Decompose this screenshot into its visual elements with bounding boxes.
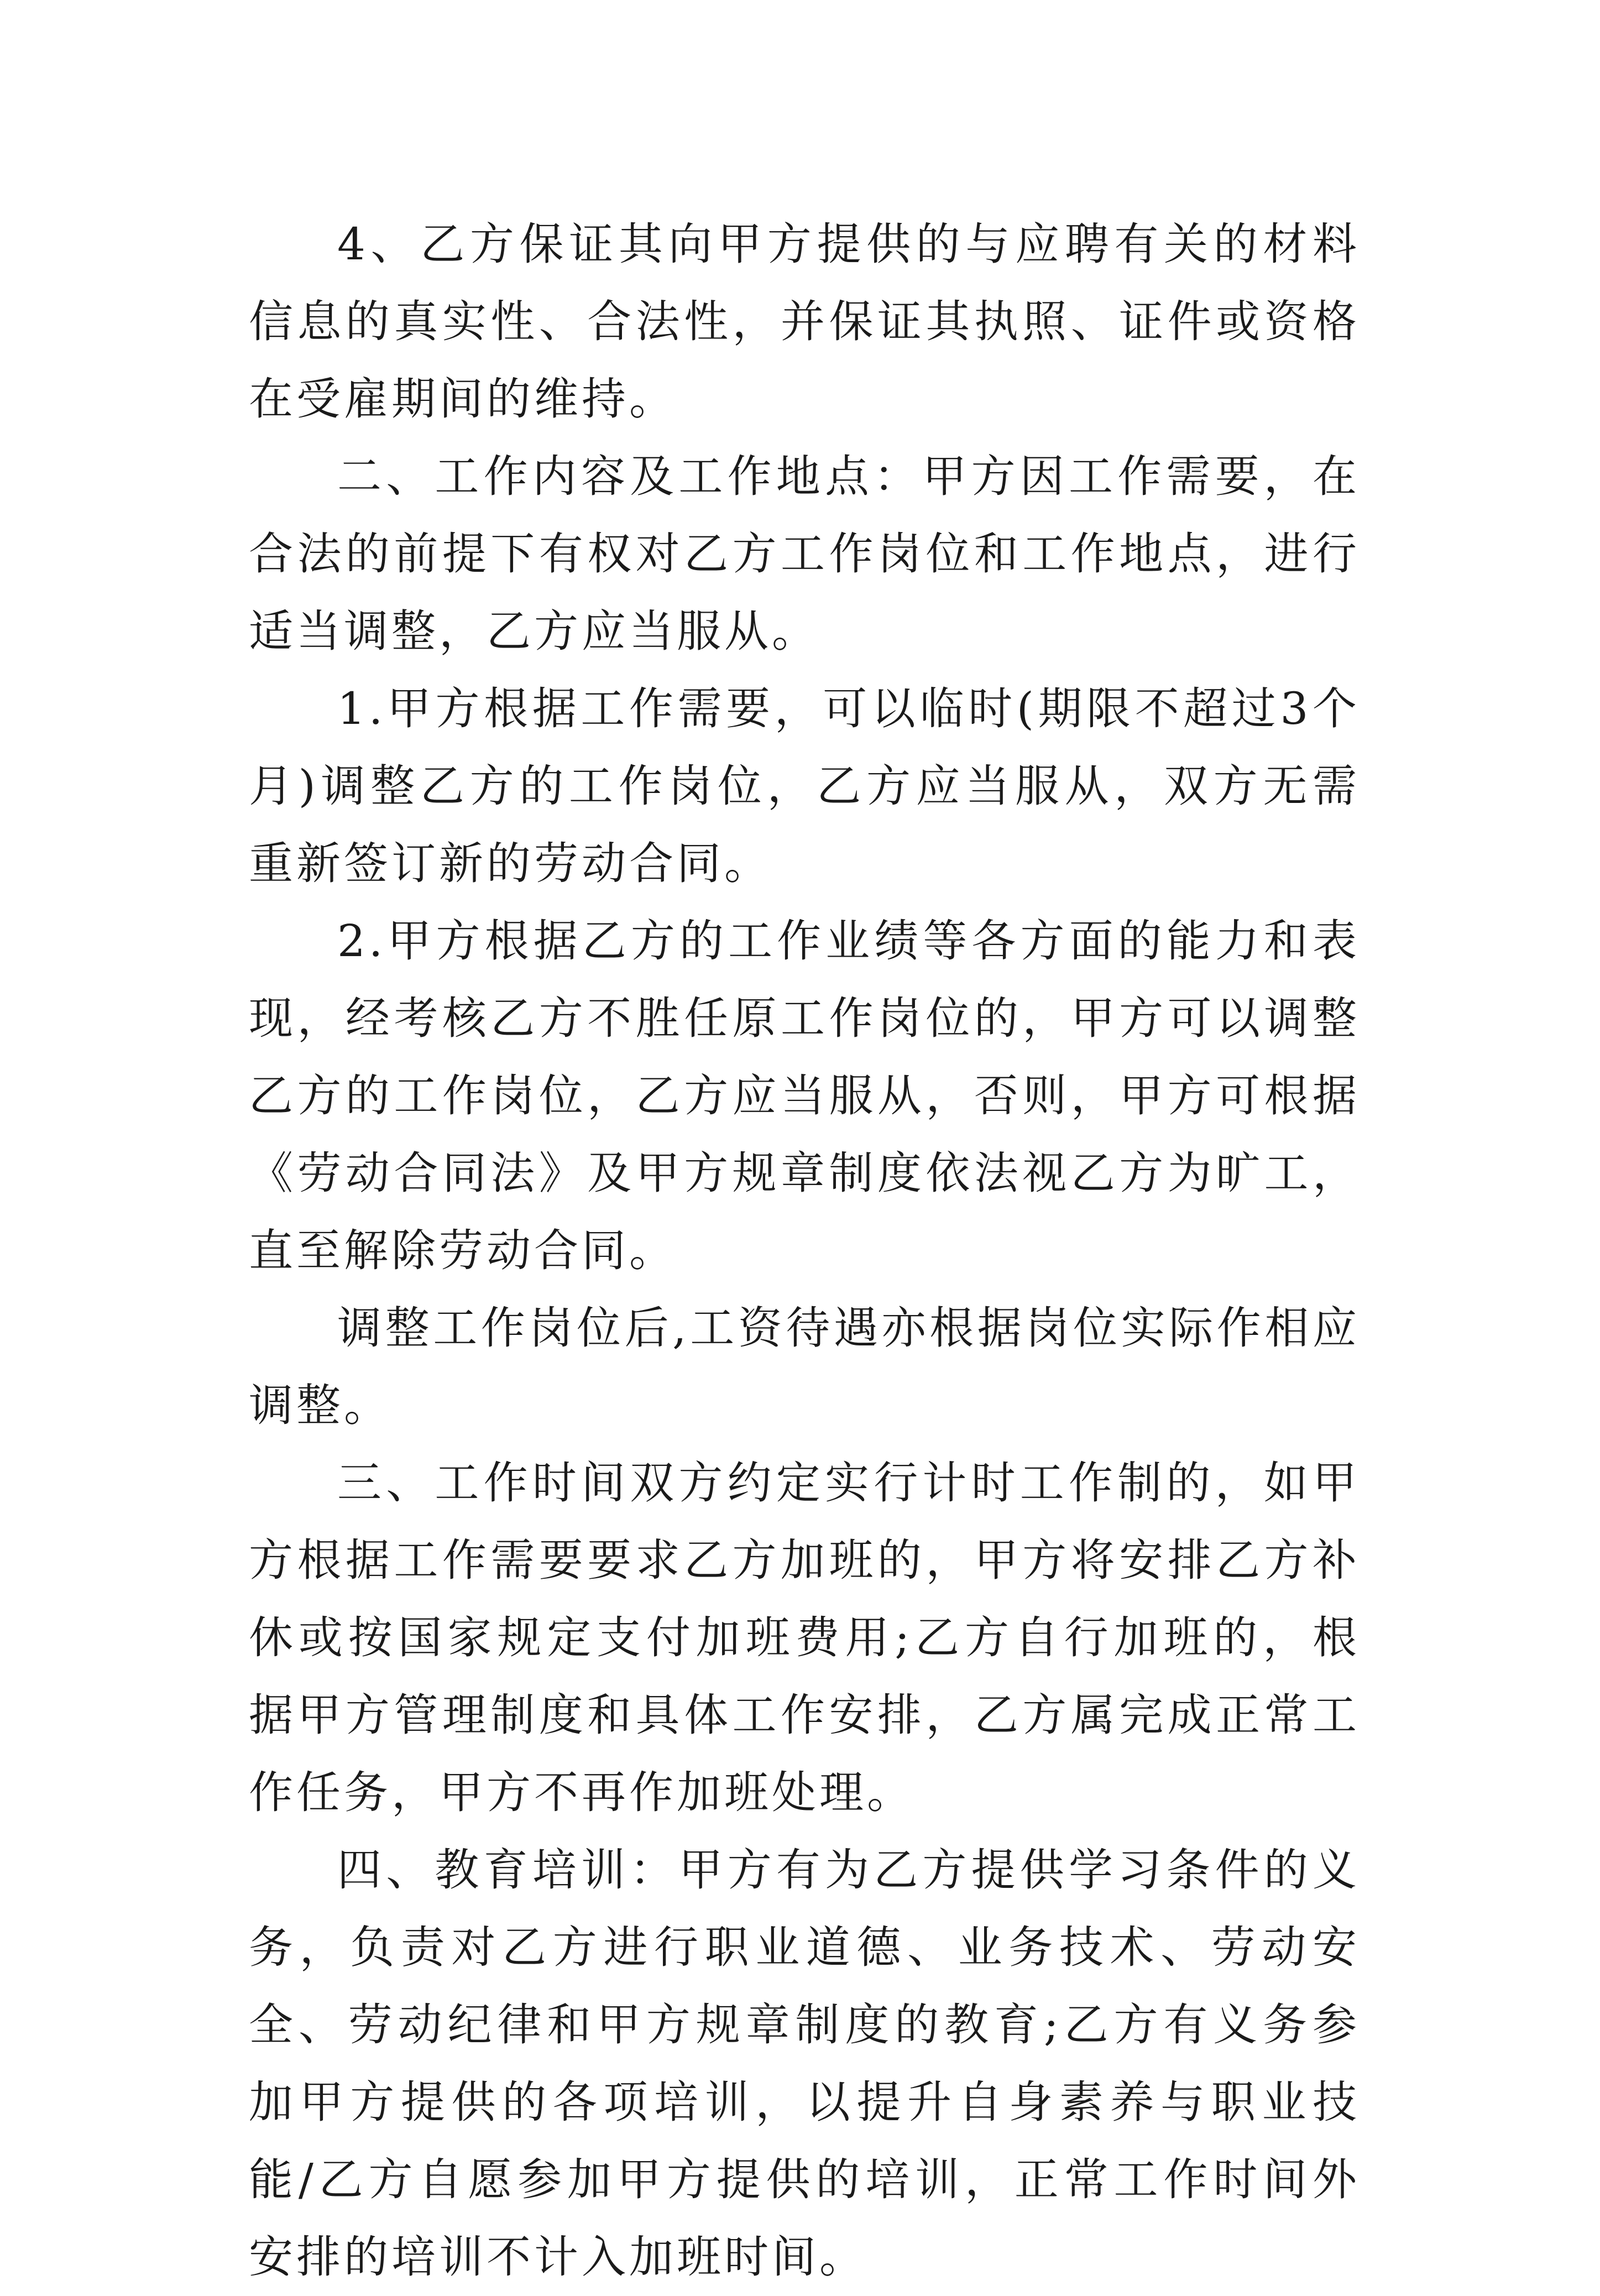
- paragraph-work-content: 二、工作内容及工作地点：甲方因工作需要，在合法的前提下有权对乙方工作岗位和工作地点，进行适当调整，乙方应当服从。: [249, 451, 1360, 657]
- paragraph-temporary-adjustment: 1.甲方根据工作需要，可以临时(期限不超过3个月)调整乙方的工作岗位，乙方应当服从，双方无需重新签订新的劳动合同。: [249, 683, 1360, 889]
- paragraph-guarantee: 4、乙方保证其向甲方提供的与应聘有关的材料信息的真实性、合法性，并保证其执照、证件或资格在受雇期间的维持。: [249, 218, 1360, 425]
- paragraph-salary-adjustment: 调整工作岗位后,工资待遇亦根据岗位实际作相应调整。: [249, 1302, 1360, 1431]
- paragraph-working-hours: 三、工作时间双方约定实行计时工作制的，如甲方根据工作需要要求乙方加班的，甲方将安排乙方补休或按国家规定支付加班费用;乙方自行加班的，根据甲方管理制度和具体工作安排，乙方属完成正常工作任务，甲方不再作加班处理。: [249, 1457, 1360, 1818]
- paragraph-performance-adjustment: 2.甲方根据乙方的工作业绩等各方面的能力和表现，经考核乙方不胜任原工作岗位的，甲方可以调整乙方的工作岗位，乙方应当服从，否则，甲方可根据《劳动合同法》及甲方规章制度依法视乙方为旷工，直至解除劳动合同。: [249, 915, 1360, 1276]
- document-body: [249, 206, 1360, 2296]
- paragraph-training: 四、教育培训：甲方有为乙方提供学习条件的义务，负责对乙方进行职业道德、业务技术、劳动安全、劳动纪律和甲方规章制度的教育;乙方有义务参加甲方提供的各项培训，以提升自身素养与职业技能/乙方自愿参加甲方提供的培训，正常工作时间外安排的培训不计入加班时间。: [249, 1844, 1360, 2283]
